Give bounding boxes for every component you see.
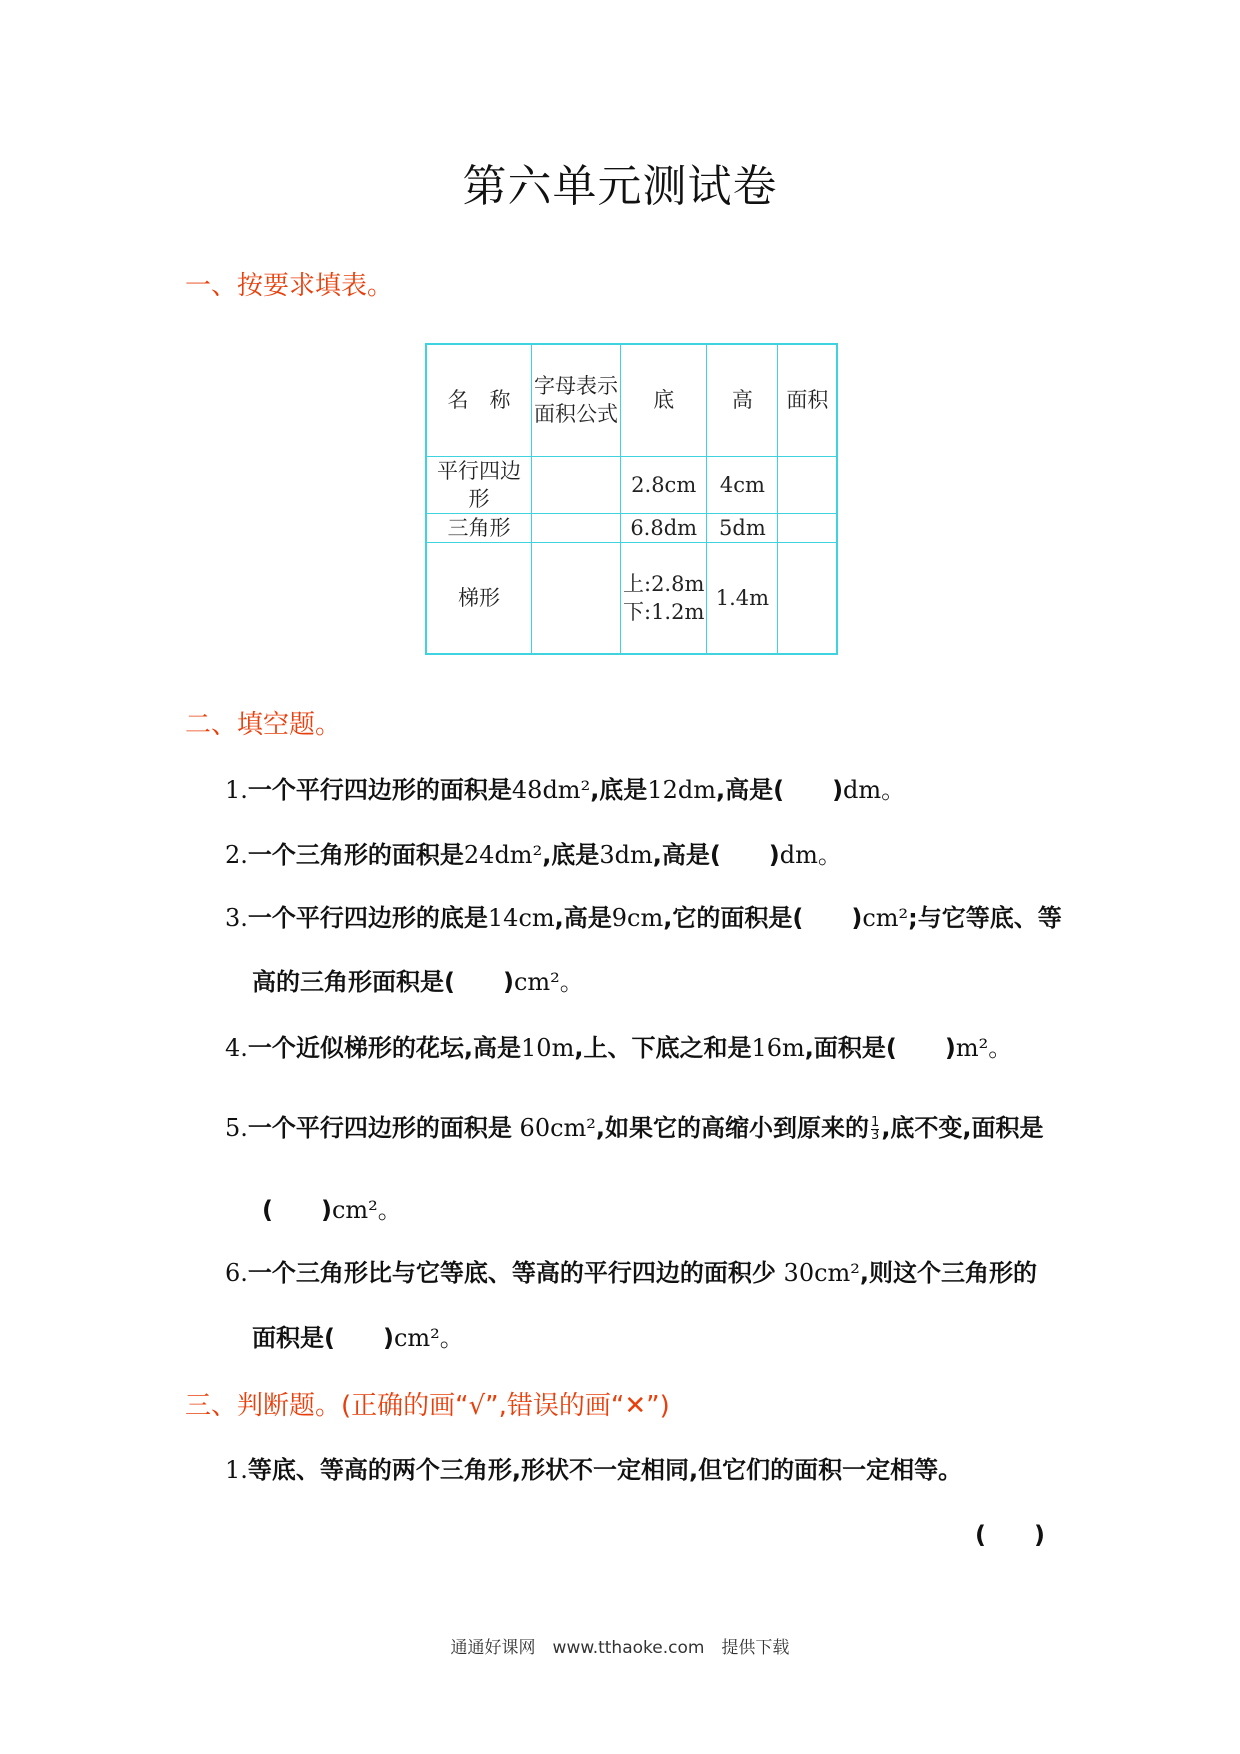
cell-name: 梯形 xyxy=(426,542,532,654)
table-row xyxy=(426,513,837,542)
cell-base-top: 上:2.8m xyxy=(623,571,705,596)
question-6-line-2: 面积是( )cm²。 xyxy=(252,1324,464,1352)
question-1: 1.一个平行四边形的面积是48dm²,底是12dm,高是( )dm。 xyxy=(225,776,906,804)
question-6: 6.一个三角形比与它等底、等高的平行四边的面积少 30cm²,则这个三角形的 xyxy=(225,1259,1038,1287)
cell-formula[interactable] xyxy=(532,513,621,542)
table-header-row xyxy=(426,344,837,456)
question-3-line-2: 高的三角形面积是( )cm²。 xyxy=(252,968,584,996)
fraction-one-third: $\frac{1}{3}$ xyxy=(871,1114,880,1143)
table-row xyxy=(426,456,837,513)
cell-name: 三角形 xyxy=(426,513,532,542)
question-4: 4.一个近似梯形的花坛,高是10m,上、下底之和是16m,面积是( )m²。 xyxy=(225,1034,1013,1062)
answer-blank[interactable]: 高的三角形面积是( ) xyxy=(252,968,514,996)
fill-in-table xyxy=(425,343,838,655)
table-row xyxy=(426,542,837,654)
judge-answer-blank[interactable]: ( ) xyxy=(975,1521,1045,1549)
cell-formula[interactable] xyxy=(532,456,621,513)
cell-height: 4cm xyxy=(707,456,778,513)
answer-blank[interactable]: ,高是( ) xyxy=(715,776,844,804)
header-area: 面积 xyxy=(778,344,838,456)
page-title: 第六单元测试卷 xyxy=(462,161,778,212)
cell-area[interactable] xyxy=(778,513,838,542)
header-name: 名 称 xyxy=(426,344,532,456)
cell-height: 5dm xyxy=(707,513,778,542)
cell-base: 6.8dm xyxy=(621,513,707,542)
question-5-line-2: ( )cm²。 xyxy=(262,1196,402,1224)
cell-base: 2.8cm xyxy=(621,456,707,513)
answer-blank[interactable]: ,面积是( ) xyxy=(804,1034,956,1062)
cell-base xyxy=(621,542,707,654)
answer-blank[interactable]: ,它的面积是( ) xyxy=(663,904,863,932)
answer-blank[interactable]: 面积是( ) xyxy=(252,1324,394,1352)
question-3: 3.一个平行四边形的底是14cm,高是9cm,它的面积是( )cm²;与它等底、等 xyxy=(225,904,1062,932)
cell-base-bottom: 下:1.2m xyxy=(623,599,705,624)
cell-name: 平行四边形 xyxy=(426,456,532,513)
answer-blank[interactable]: ,高是( ) xyxy=(652,841,780,869)
header-base: 底 xyxy=(621,344,707,456)
cell-formula[interactable] xyxy=(532,542,621,654)
answer-blank[interactable]: ( ) xyxy=(262,1196,332,1224)
section-heading-judge: 三、判断题。(正确的画“√”,错误的画“✕”) xyxy=(185,1391,670,1421)
judge-question-1: 1.等底、等高的两个三角形,形状不一定相同,但它们的面积一定相等。 xyxy=(225,1456,963,1484)
question-5: 5.一个平行四边形的面积是 60cm²,如果它的高缩小到原来的 $\frac{1}{3}$ ,底不变,面积是 xyxy=(225,1114,1044,1143)
cell-area[interactable] xyxy=(778,456,838,513)
footer-credit: 通通好课网 www.tthaoke.com 提供下载 xyxy=(450,1638,790,1658)
section-heading-table: 一、按要求填表。 xyxy=(185,271,394,301)
header-height: 高 xyxy=(707,344,778,456)
cell-height: 1.4m xyxy=(707,542,778,654)
question-2: 2.一个三角形的面积是24dm²,底是3dm,高是( )dm。 xyxy=(225,841,842,869)
header-formula: 字母表示面积公式 xyxy=(532,344,621,456)
cell-area[interactable] xyxy=(778,542,838,654)
section-heading-fill: 二、填空题。 xyxy=(185,710,342,740)
